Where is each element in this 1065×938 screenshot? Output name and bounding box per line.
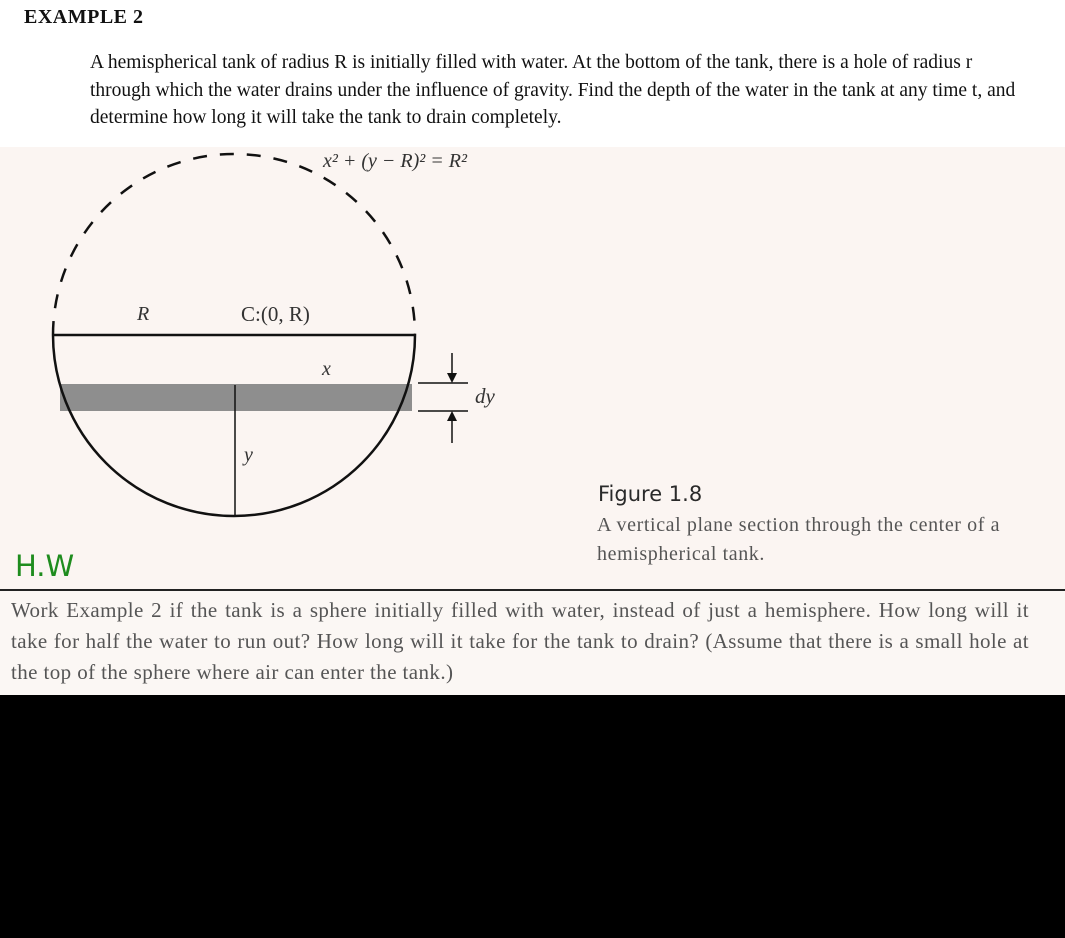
- upper-dashed-arc: [53, 154, 415, 335]
- x-label: x: [322, 358, 331, 380]
- homework-text: Work Example 2 if the tank is a sphere initially filled with water, instead of just a hemisphere. How long will it take for half the water to run out? How long will it take for the tank to drain? (Assume that there is a small hole at the top of the sphere where air can enter the tank.): [11, 598, 1029, 684]
- dy-arrowhead-bottom: [447, 411, 457, 421]
- problem-statement: A hemispherical tank of radius R is initially filled with water. At the bottom of the tank, there is a hole of radius r through which the water drains under the influence of gravity. Find the depth of the water in the tank at any time t, and determine how long it will take the tank to drain completely.: [90, 52, 1016, 128]
- figure-title: Figure 1.8: [598, 482, 703, 506]
- figure-caption: A vertical plane section through the center of a hemispherical tank.: [597, 514, 1001, 565]
- dy-arrowhead-top: [447, 373, 457, 383]
- y-label: y: [244, 444, 253, 466]
- example-heading: EXAMPLE 2: [24, 6, 144, 28]
- hw-label: H.W: [15, 549, 75, 583]
- example-header-section: [0, 0, 1065, 147]
- figure-area: [0, 147, 1065, 589]
- dy-label: dy: [475, 384, 495, 408]
- radius-label: R: [137, 303, 150, 325]
- water-slab: [60, 384, 412, 411]
- homework-section: [0, 591, 1065, 695]
- center-label: C:(0, R): [241, 302, 310, 326]
- equation-label: x² + (y − R)² = R²: [323, 150, 467, 172]
- lower-solid-arc: [53, 335, 415, 516]
